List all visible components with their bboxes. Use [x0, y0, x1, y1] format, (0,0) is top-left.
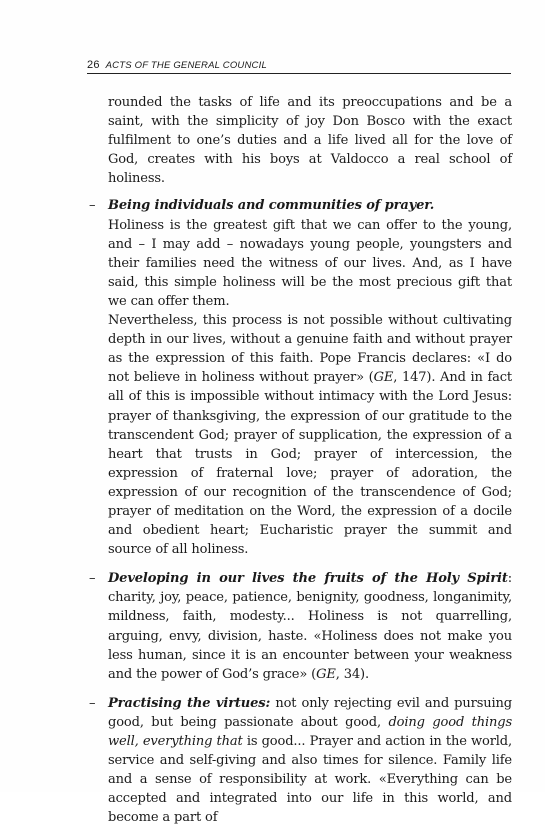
- page-number: 26: [87, 59, 100, 71]
- list-dash: –: [89, 571, 96, 587]
- list-item-virtues: [89, 694, 513, 827]
- heading-punctuation: .: [429, 198, 435, 214]
- holy-spirit-text-a: charity, joy, peace, patience, benignity, goodness, longanimity, mildness, faith, modesty... Holiness is not quarrelling, arguing, envy, division, haste. «Holiness does not make you less human, since it is an encounter between your weakness and the power of God’s grace» (: [108, 590, 512, 682]
- heading-holy-spirit: Developing in our lives the fruits of the Holy Spirit: [108, 571, 508, 587]
- prayer-paragraph-2: [108, 311, 512, 559]
- holy-spirit-paragraph: [108, 569, 512, 684]
- running-title: ACTS OF THE GENERAL COUNCIL: [105, 60, 267, 71]
- header-rule: [87, 73, 511, 74]
- list-dash: –: [89, 198, 96, 214]
- citation-ge: GE: [373, 370, 394, 386]
- virtues-text-b: is good... Prayer and action in the world, service and self-giving and also times for silence. Family life and a sense of responsibility at work. «Everything can be accepted and integrated into our life in this world, and become a part of: [108, 734, 512, 826]
- list-dash: –: [89, 695, 96, 711]
- item-heading: [108, 196, 512, 215]
- virtues-text-a: not only rejecting evil and pursuing good, but being passionate about good,: [108, 695, 512, 730]
- citation-ge: GE: [316, 666, 336, 682]
- list-item-holy-spirit: [89, 569, 512, 684]
- holy-spirit-text-b: , 34).: [335, 666, 369, 682]
- heading-punctuation: :: [507, 571, 512, 587]
- virtues-italic: doing good things well, everything that: [108, 714, 513, 749]
- virtues-paragraph: [108, 694, 512, 827]
- body-text: [89, 93, 513, 827]
- running-header: [87, 59, 511, 71]
- prayer-paragraph-1: Holiness is the greatest gift that we can offer to the young, and – I may add – nowadays young people, youngsters and their families need the witness of our lives. And, as I have said, this simple holiness will be the most precious gift that we can offer them.: [108, 217, 512, 309]
- prayer-text-a: Nevertheless, this process is not possible without cultivating depth in our lives, without a genuine faith and without prayer as the expression of this faith. Pope Francis declares: «I do not believe in holiness without prayer» (: [108, 313, 512, 386]
- prayer-text-b: , 147). And in fact all of this is impossible without intimacy with the Lord Jesus: prayer of thanksgiving, the expression of our gratitude to the transcendent God; prayer of supplication, the expression of a heart that trusts in God; prayer of intercession, the expression of fraternal love; prayer of adoration, the expression of our recognition of the transcendence of God; prayer of meditation on the Word, the expression of a docile and obedient heart; Eucharistic prayer the summit and source of all holiness.: [108, 370, 512, 558]
- list-item-prayer: [89, 196, 512, 559]
- intro-paragraph: rounded the tasks of life and its preoccupations and be a saint, with the simplicity of joy Don Bosco with the exact fulfilment to one’s duties and a life lived all for the love of God, creates with his boys at Valdocco a real school of holiness.: [108, 95, 512, 187]
- heading-prayer: Being individuals and communities of prayer: [108, 198, 430, 214]
- heading-virtues: Practising the virtues:: [108, 695, 271, 711]
